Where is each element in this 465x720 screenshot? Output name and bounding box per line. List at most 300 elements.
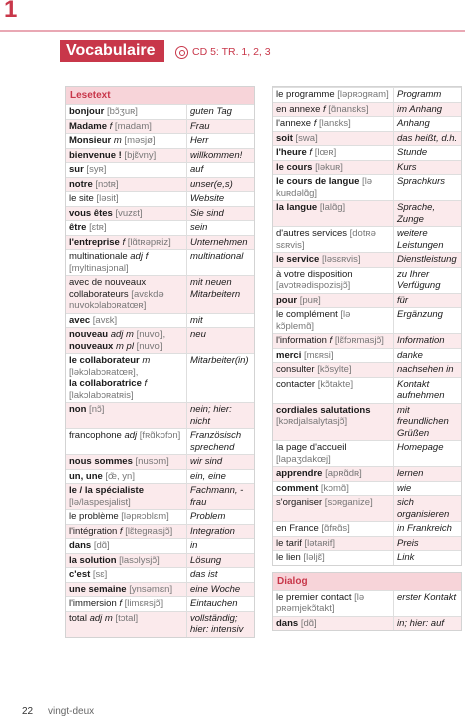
table-row bbox=[66, 327, 254, 353]
pronunciation: [kɔ̃takte] bbox=[315, 378, 354, 390]
german-translation: wir sind bbox=[190, 456, 223, 467]
german-translation: Link bbox=[397, 552, 415, 563]
pronunciation: [kɔmɑ̃] bbox=[318, 482, 349, 494]
german-translation: erster Kontakt bbox=[397, 591, 457, 603]
table-row bbox=[273, 536, 461, 551]
french-term-cell bbox=[66, 105, 187, 119]
german-translation: Französisch sprechend bbox=[190, 430, 242, 453]
german-translation: in; hier: auf bbox=[397, 617, 444, 629]
table-row bbox=[273, 116, 461, 131]
german-translation: das ist bbox=[190, 569, 218, 580]
table-row bbox=[66, 235, 254, 250]
pronunciation: [ɑ̃fʀɑ̃s] bbox=[318, 523, 350, 534]
german-translation: unser(e,s) bbox=[190, 178, 233, 190]
french-term: dans bbox=[276, 617, 299, 629]
table-row bbox=[273, 550, 461, 565]
german-translation: Sie sind bbox=[190, 207, 224, 219]
german-translation: Stunde bbox=[397, 147, 428, 158]
left-column bbox=[65, 86, 255, 644]
french-term: un, une bbox=[69, 470, 103, 482]
pronunciation: [ynsəmɛn] bbox=[126, 583, 173, 595]
cd-reference bbox=[175, 43, 271, 61]
german-translation: nachsehen in bbox=[397, 364, 454, 375]
german-translation: Information bbox=[397, 335, 445, 346]
french-term-cell bbox=[66, 276, 187, 313]
french-term-cell bbox=[66, 455, 187, 469]
french-term-cell bbox=[66, 120, 187, 134]
table-row bbox=[273, 200, 461, 226]
french-term: le lien bbox=[276, 552, 301, 563]
table-row bbox=[66, 428, 254, 454]
table-row bbox=[66, 353, 254, 402]
french-term-cell bbox=[66, 221, 187, 235]
french-term-cell bbox=[66, 149, 187, 163]
french-term-cell bbox=[66, 539, 187, 553]
vocab-table bbox=[273, 590, 461, 631]
pronunciation: [dɑ̃] bbox=[298, 617, 317, 629]
pronunciation: [dɑ̃] bbox=[91, 540, 110, 551]
french-term: Madame bbox=[69, 120, 108, 132]
pronunciation: [avɛk] bbox=[90, 314, 118, 326]
table-row bbox=[66, 119, 254, 134]
part-of-speech: m bbox=[111, 135, 122, 146]
pronunciation: [ɑ̃nanɛks] bbox=[325, 103, 369, 115]
right-column bbox=[272, 86, 462, 637]
german-translation: Sprachkurs bbox=[397, 176, 446, 187]
french-term: la langue bbox=[276, 202, 318, 213]
french-term: soit bbox=[276, 132, 293, 144]
pronunciation: [kɔʀdjalsalytasjɔ̃] bbox=[276, 416, 348, 427]
table-row bbox=[66, 567, 254, 582]
pronunciation: [fʀɑ̃kɔfɔn] bbox=[137, 430, 181, 441]
french-term: l'intégration bbox=[69, 525, 118, 537]
french-term: le programme bbox=[276, 89, 335, 100]
french-term-cell bbox=[66, 583, 187, 597]
german-translation: in Frankreich bbox=[397, 523, 452, 534]
pronunciation: [ləsɛʀvis] bbox=[319, 254, 361, 265]
german-translation: auf bbox=[190, 164, 204, 175]
german-translation: multinational bbox=[190, 251, 244, 262]
part-of-speech: f bbox=[116, 598, 123, 609]
table-row bbox=[273, 293, 461, 308]
french-term-cell bbox=[66, 612, 187, 637]
french-term-cell bbox=[273, 308, 394, 333]
pronunciation: [tɔtal] bbox=[112, 612, 139, 624]
table-row bbox=[273, 362, 461, 377]
german-translation: guten Tag bbox=[190, 106, 232, 117]
german-translation: Frau bbox=[190, 120, 210, 132]
table-row bbox=[273, 145, 461, 160]
german-translation: nein; hier: nicht bbox=[190, 404, 232, 427]
german-translation: wie bbox=[397, 482, 412, 494]
pronunciation: [puʀ] bbox=[297, 294, 321, 306]
french-term: Monsieur bbox=[69, 135, 112, 146]
french-term: le premier contact bbox=[276, 591, 352, 603]
part-of-speech: f bbox=[119, 236, 126, 248]
table-row bbox=[66, 596, 254, 611]
german-translation: Sprache, Zunge bbox=[397, 202, 436, 225]
french-term: le / la spécialiste bbox=[69, 485, 144, 496]
table-row bbox=[66, 133, 254, 148]
german-translation: danke bbox=[397, 349, 423, 361]
german-translation: Problem bbox=[190, 511, 226, 522]
table-row bbox=[66, 220, 254, 235]
table-row bbox=[66, 206, 254, 221]
french-term: le collaborateur bbox=[69, 355, 140, 366]
french-term-cell bbox=[273, 378, 394, 403]
table-row bbox=[273, 377, 461, 403]
french-term-cell bbox=[66, 554, 187, 568]
pronunciation: [mɛʀsi] bbox=[301, 349, 334, 361]
german-translation: ein, eine bbox=[190, 470, 226, 482]
french-term-cell bbox=[66, 134, 187, 148]
table-row bbox=[273, 403, 461, 441]
french-term: être bbox=[69, 222, 87, 233]
french-term-cell bbox=[66, 178, 187, 192]
table-row bbox=[66, 483, 254, 509]
pronunciation: [lanɛks] bbox=[316, 118, 351, 129]
table-row bbox=[273, 307, 461, 333]
french-term-cell bbox=[273, 482, 394, 496]
french-term-cell bbox=[273, 404, 394, 441]
french-term: c'est bbox=[69, 569, 91, 580]
pronunciation: [dotʀə sɛʀvis] bbox=[276, 228, 376, 251]
french-term: sur bbox=[69, 164, 84, 175]
french-term-cell bbox=[273, 551, 394, 565]
german-translation: neu bbox=[190, 329, 206, 340]
pronunciation: [ləsit] bbox=[93, 193, 119, 204]
pronunciation: [ləpʀɔblɛm] bbox=[118, 511, 169, 522]
table-row bbox=[273, 440, 461, 466]
table-row bbox=[273, 495, 461, 521]
french-term: l'entreprise bbox=[69, 236, 120, 248]
pronunciation: [lətaʀif] bbox=[301, 537, 336, 549]
german-translation: Unternehmen bbox=[190, 236, 248, 248]
french-term-cell bbox=[273, 441, 394, 466]
french-term: l'heure bbox=[276, 147, 307, 158]
german-translation: zu Ihrer Verfügung bbox=[397, 268, 441, 291]
german-translation: Eintauchen bbox=[190, 598, 238, 609]
table-row bbox=[66, 104, 254, 119]
german-translation: das heißt, d.h. bbox=[397, 132, 458, 144]
table-row bbox=[66, 191, 254, 206]
german-translation: Fachmann, -frau bbox=[190, 485, 244, 508]
french-term-cell bbox=[273, 253, 394, 267]
french-term: s'organiser bbox=[276, 497, 323, 508]
german-translation: Programm bbox=[397, 89, 442, 100]
german-translation: vollständig; hier: intensiv bbox=[190, 612, 244, 635]
french-term-cell bbox=[273, 334, 394, 348]
french-term: avec bbox=[69, 314, 91, 326]
part-of-speech: f bbox=[320, 103, 326, 115]
table-row bbox=[273, 174, 461, 200]
table-row bbox=[273, 131, 461, 146]
pronunciation: [ɛtʀ] bbox=[86, 222, 107, 233]
german-translation: Website bbox=[190, 193, 225, 204]
french-term: dans bbox=[69, 540, 92, 551]
table-row bbox=[66, 538, 254, 553]
french-term-cell bbox=[273, 496, 394, 521]
french-term-cell bbox=[273, 591, 394, 616]
french-term-cell bbox=[66, 484, 187, 509]
german-translation: sich organisieren bbox=[397, 497, 450, 520]
french-term: comment bbox=[276, 482, 319, 494]
french-term-cell bbox=[66, 525, 187, 539]
table-row bbox=[273, 160, 461, 175]
french-term-cell bbox=[273, 117, 394, 131]
french-term-cell bbox=[66, 163, 187, 177]
german-translation: Lösung bbox=[190, 554, 222, 566]
vocab-table bbox=[273, 87, 461, 565]
pronunciation: [œ̃, yn] bbox=[102, 470, 135, 482]
pronunciation: [lɛ̃fɔʀmasjɔ̃] bbox=[332, 335, 384, 346]
french-term: en France bbox=[276, 523, 319, 534]
pronunciation: [avɔtʀədispozisjɔ̃] bbox=[276, 280, 351, 291]
french-term: la collaboratrice bbox=[69, 378, 142, 389]
french-term: total bbox=[69, 612, 87, 624]
table-row bbox=[66, 402, 254, 428]
pronunciation: [lasɔlysjɔ̃] bbox=[116, 554, 160, 566]
section-header: Dialog bbox=[273, 573, 461, 590]
table-row bbox=[66, 177, 254, 192]
vocab-section-dialog bbox=[272, 572, 462, 632]
pronunciation: [lɛ̃tegʀasjɔ̃] bbox=[122, 525, 173, 537]
french-term: multinationale bbox=[69, 251, 128, 262]
french-term: le service bbox=[276, 254, 320, 265]
french-term-cell bbox=[66, 429, 187, 454]
french-term: bonjour bbox=[69, 106, 105, 117]
french-term-cell bbox=[273, 617, 394, 631]
french-term-cell bbox=[66, 250, 187, 275]
table-row bbox=[273, 252, 461, 267]
pronunciation: [apʀɑ̃dʀ] bbox=[322, 468, 362, 479]
part-of-speech: f bbox=[326, 335, 333, 346]
pronunciation: [vuzɛt] bbox=[112, 207, 143, 219]
german-translation: für bbox=[397, 294, 409, 306]
german-translation: sein bbox=[190, 222, 208, 233]
french-term: contacter bbox=[276, 378, 316, 390]
part-of-speech: adj bbox=[121, 430, 138, 441]
german-translation: mit freundlichen Grüßen bbox=[397, 404, 449, 439]
part-of-speech: f bbox=[141, 378, 148, 389]
french-term-cell bbox=[273, 294, 394, 308]
french-term-cell bbox=[273, 161, 394, 175]
cd-label: CD 5: TR. 1, 2, 3 bbox=[192, 46, 271, 58]
german-translation: Mitarbeiter(in) bbox=[190, 355, 249, 366]
french-term: en annexe bbox=[276, 103, 321, 115]
table-row bbox=[66, 162, 254, 177]
table-row bbox=[66, 553, 254, 568]
pronunciation: [avɛkdə nuvokɔlabɔʀatœʀ] bbox=[69, 288, 164, 311]
part-of-speech: adj f bbox=[127, 251, 149, 262]
french-term: l'immersion bbox=[69, 598, 117, 609]
pronunciation: [lə kuʀdəlɑ̃g] bbox=[276, 176, 373, 199]
pronunciation: [nɔ̃] bbox=[86, 404, 105, 415]
german-translation: willkommen! bbox=[190, 149, 243, 161]
french-term-cell bbox=[66, 568, 187, 582]
page-number: 22 bbox=[22, 706, 34, 717]
pronunciation: [syʀ] bbox=[83, 164, 107, 175]
page-number-word: vingt-deux bbox=[48, 706, 95, 717]
french-term: une semaine bbox=[69, 583, 127, 595]
french-term-cell bbox=[66, 510, 187, 524]
french-term: cordiales salutations bbox=[276, 404, 371, 416]
french-term-cell bbox=[273, 201, 394, 226]
pronunciation: [nusɔm] bbox=[132, 456, 169, 467]
french-term: le tarif bbox=[276, 537, 302, 549]
french-term: nouveaux bbox=[69, 340, 114, 352]
french-term: non bbox=[69, 404, 87, 415]
pronunciation: [nuvo] bbox=[133, 340, 163, 352]
french-term-cell bbox=[273, 88, 394, 102]
french-term: l'annexe bbox=[276, 118, 312, 129]
pronunciation: [nɔtʀ] bbox=[92, 178, 119, 190]
french-term: apprendre bbox=[276, 468, 323, 479]
table-row bbox=[273, 466, 461, 481]
french-term: d'autres services bbox=[276, 228, 347, 239]
pronunciation: [kɔ̃sylte] bbox=[314, 364, 352, 375]
table-row bbox=[273, 481, 461, 496]
pronunciation: [ləkɔlabɔʀatœʀ], bbox=[69, 366, 139, 378]
chapter-divider bbox=[0, 30, 465, 32]
table-row bbox=[273, 590, 461, 616]
vocab-table bbox=[66, 104, 254, 637]
french-term-cell bbox=[66, 403, 187, 428]
table-row bbox=[66, 469, 254, 484]
french-term-cell bbox=[66, 328, 187, 353]
german-translation: Ergänzung bbox=[397, 309, 443, 320]
french-term: la page d'accueil bbox=[276, 442, 347, 453]
part-of-speech: f bbox=[306, 147, 313, 158]
pronunciation: [sɔʀganize] bbox=[322, 497, 373, 508]
french-term: notre bbox=[69, 178, 93, 190]
table-row bbox=[66, 148, 254, 163]
pronunciation: [lɑ̃tʀəpʀiz] bbox=[125, 236, 171, 248]
pronunciation: [limɛʀsjɔ̃] bbox=[122, 598, 164, 609]
pronunciation: [lə/laspesjalist] bbox=[69, 496, 131, 508]
german-translation: lernen bbox=[397, 468, 424, 479]
vocab-section-lesetext bbox=[65, 86, 255, 638]
table-row bbox=[66, 454, 254, 469]
part-of-speech: adj m bbox=[86, 612, 113, 624]
french-term: francophone bbox=[69, 430, 122, 441]
french-term-cell bbox=[273, 467, 394, 481]
french-term-cell bbox=[273, 132, 394, 146]
part-of-speech: f bbox=[107, 120, 113, 132]
pronunciation: [madam] bbox=[112, 120, 152, 132]
french-term-cell bbox=[66, 192, 187, 206]
table-row bbox=[66, 313, 254, 328]
part-of-speech: m bbox=[139, 355, 151, 366]
pronunciation: [bɔ̃ʒuʀ] bbox=[104, 106, 138, 117]
part-of-speech: adj m bbox=[108, 329, 134, 340]
pronunciation: [ləpʀɔgʀam] bbox=[334, 89, 389, 100]
part-of-speech: m pl bbox=[113, 340, 134, 352]
german-translation: Dienstleistung bbox=[397, 254, 457, 265]
part-of-speech: f bbox=[311, 118, 317, 129]
pronunciation: [lakɔlabɔʀatʀis] bbox=[69, 389, 134, 401]
french-term: consulter bbox=[276, 364, 315, 375]
pronunciation: [nuvo], bbox=[133, 329, 166, 340]
cd-icon bbox=[175, 46, 188, 59]
table-row bbox=[273, 87, 461, 102]
french-term-cell bbox=[273, 537, 394, 551]
german-translation: mit neuen Mitarbeitern bbox=[190, 277, 241, 300]
german-translation: Anhang bbox=[397, 118, 430, 129]
french-term: bienvenue ! bbox=[69, 149, 122, 161]
french-term: à votre disposition bbox=[276, 268, 353, 280]
french-term: vous êtes bbox=[69, 207, 113, 219]
table-row bbox=[273, 521, 461, 536]
french-term-cell bbox=[273, 349, 394, 363]
german-translation: mit bbox=[190, 314, 203, 326]
french-term: le cours bbox=[276, 161, 313, 173]
french-term-cell bbox=[273, 103, 394, 117]
pronunciation: [sɛ] bbox=[90, 569, 108, 580]
french-term-cell bbox=[273, 227, 394, 252]
pronunciation: [lalɑ̃g] bbox=[317, 202, 346, 213]
german-translation: in bbox=[190, 540, 198, 551]
german-translation: Homepage bbox=[397, 442, 444, 453]
pronunciation: [lə kɔ̃plemɑ̃] bbox=[276, 309, 351, 332]
german-translation: Kurs bbox=[397, 161, 417, 173]
table-row bbox=[66, 524, 254, 539]
french-term: le problème bbox=[69, 511, 119, 522]
german-translation: Kontakt aufnehmen bbox=[397, 378, 445, 401]
french-term: pour bbox=[276, 294, 298, 306]
french-term-cell bbox=[66, 236, 187, 250]
french-term-cell bbox=[66, 207, 187, 221]
table-row bbox=[66, 249, 254, 275]
pronunciation: [lə pʀəmjekɔ̃takt] bbox=[276, 591, 365, 614]
table-row bbox=[273, 348, 461, 363]
german-translation: im Anhang bbox=[397, 103, 443, 115]
french-term-cell bbox=[66, 314, 187, 328]
french-term-cell bbox=[273, 363, 394, 377]
french-term: l'information bbox=[276, 335, 327, 346]
table-row bbox=[273, 102, 461, 117]
vocab-section-continued bbox=[272, 86, 462, 566]
french-term-cell bbox=[66, 597, 187, 611]
french-term: avec de nouveaux collaborateurs bbox=[69, 277, 147, 300]
french-term: le site bbox=[69, 193, 94, 204]
french-term: le complément bbox=[276, 309, 338, 320]
french-term-cell bbox=[66, 354, 187, 402]
table-row bbox=[66, 275, 254, 313]
table-row bbox=[273, 616, 461, 631]
pronunciation: [swa] bbox=[292, 132, 318, 144]
pronunciation: [ləkuʀ] bbox=[312, 161, 343, 173]
german-translation: weitere Leistungen bbox=[397, 228, 444, 251]
german-translation: Herr bbox=[190, 135, 209, 146]
table-row bbox=[66, 582, 254, 597]
pronunciation: [myltinasjɔnal] bbox=[69, 262, 129, 274]
german-translation: Preis bbox=[397, 537, 419, 549]
french-term: la solution bbox=[69, 554, 117, 566]
part-of-speech: f bbox=[117, 525, 123, 537]
section-header: Lesetext bbox=[66, 87, 254, 104]
german-translation: eine Woche bbox=[190, 583, 241, 595]
pronunciation: [bjɛ̃vny] bbox=[121, 149, 157, 161]
table-row bbox=[273, 226, 461, 252]
table-row bbox=[273, 267, 461, 293]
chapter-number: 1 bbox=[4, 0, 18, 23]
french-term: merci bbox=[276, 349, 302, 361]
french-term: nouveau bbox=[69, 329, 109, 340]
french-term: le cours de langue bbox=[276, 176, 360, 187]
french-term-cell bbox=[273, 175, 394, 200]
french-term-cell bbox=[273, 268, 394, 293]
